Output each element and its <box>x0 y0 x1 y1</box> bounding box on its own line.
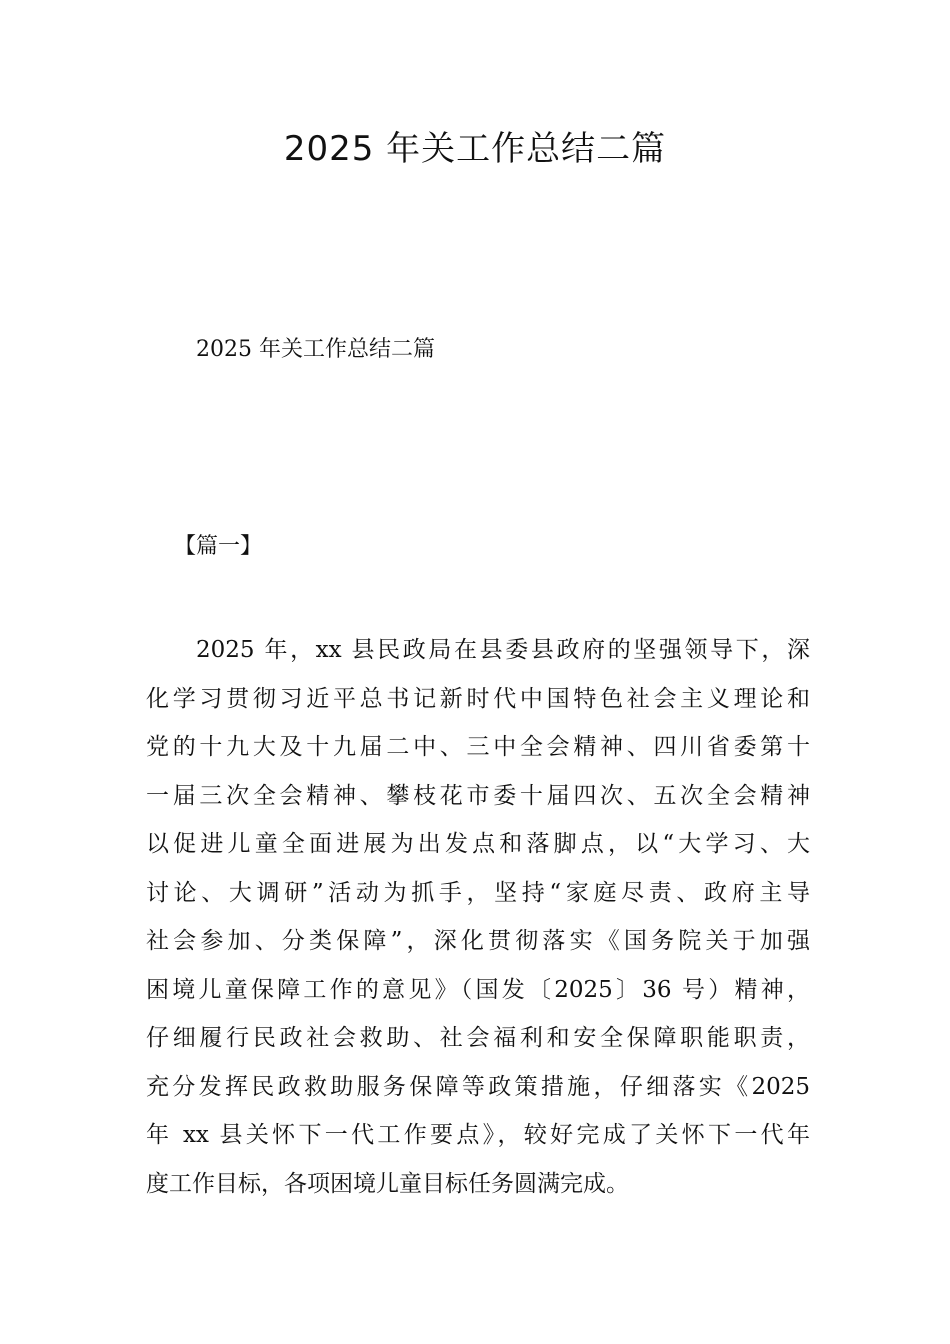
paragraph-line: 度工作目标，各项困境儿童目标任务圆满完成。 <box>146 1170 629 1197</box>
paragraph-line: 讨论、大调研”活动为抓手，坚持“家庭尽责、政府主导 <box>146 879 810 906</box>
section-heading: 【篇一】 <box>174 534 263 559</box>
paragraph-line: 年 xx 县关怀下一代工作要点》，较好完成了关怀下一代年 <box>146 1122 810 1148</box>
paragraph-line: 一届三次全会精神、攀枝花市委十届四次、五次全会精神 <box>146 782 810 809</box>
paragraph-line: 困境儿童保障工作的意见》（国发〔2025〕36 号）精神， <box>146 976 810 1003</box>
paragraph-line: 仔细履行民政社会救助、社会福利和安全保障职能职责， <box>146 1025 810 1051</box>
paragraph-line: 社会参加、分类保障”，深化贯彻落实《国务院关于加强 <box>146 928 810 954</box>
paragraph-line: 化学习贯彻习近平总书记新时代中国特色社会主义理论和 <box>146 685 810 712</box>
document-subtitle: 2025 年关工作总结二篇 <box>196 337 435 362</box>
document-title: 2025 年关工作总结二篇 <box>283 129 667 169</box>
paragraph-line: 2025 年，xx 县民政局在县委县政府的坚强领导下，深 <box>196 637 810 663</box>
paragraph-line: 以促进儿童全面进展为出发点和落脚点，以“大学习、大 <box>146 831 810 857</box>
paragraph-line: 党的十九大及十九届二中、三中全会精神、四川省委第十 <box>146 734 810 760</box>
paragraph-line: 充分发挥民政救助服务保障等政策措施，仔细落实《2025 <box>146 1073 810 1100</box>
body-paragraph <box>146 626 810 1208</box>
